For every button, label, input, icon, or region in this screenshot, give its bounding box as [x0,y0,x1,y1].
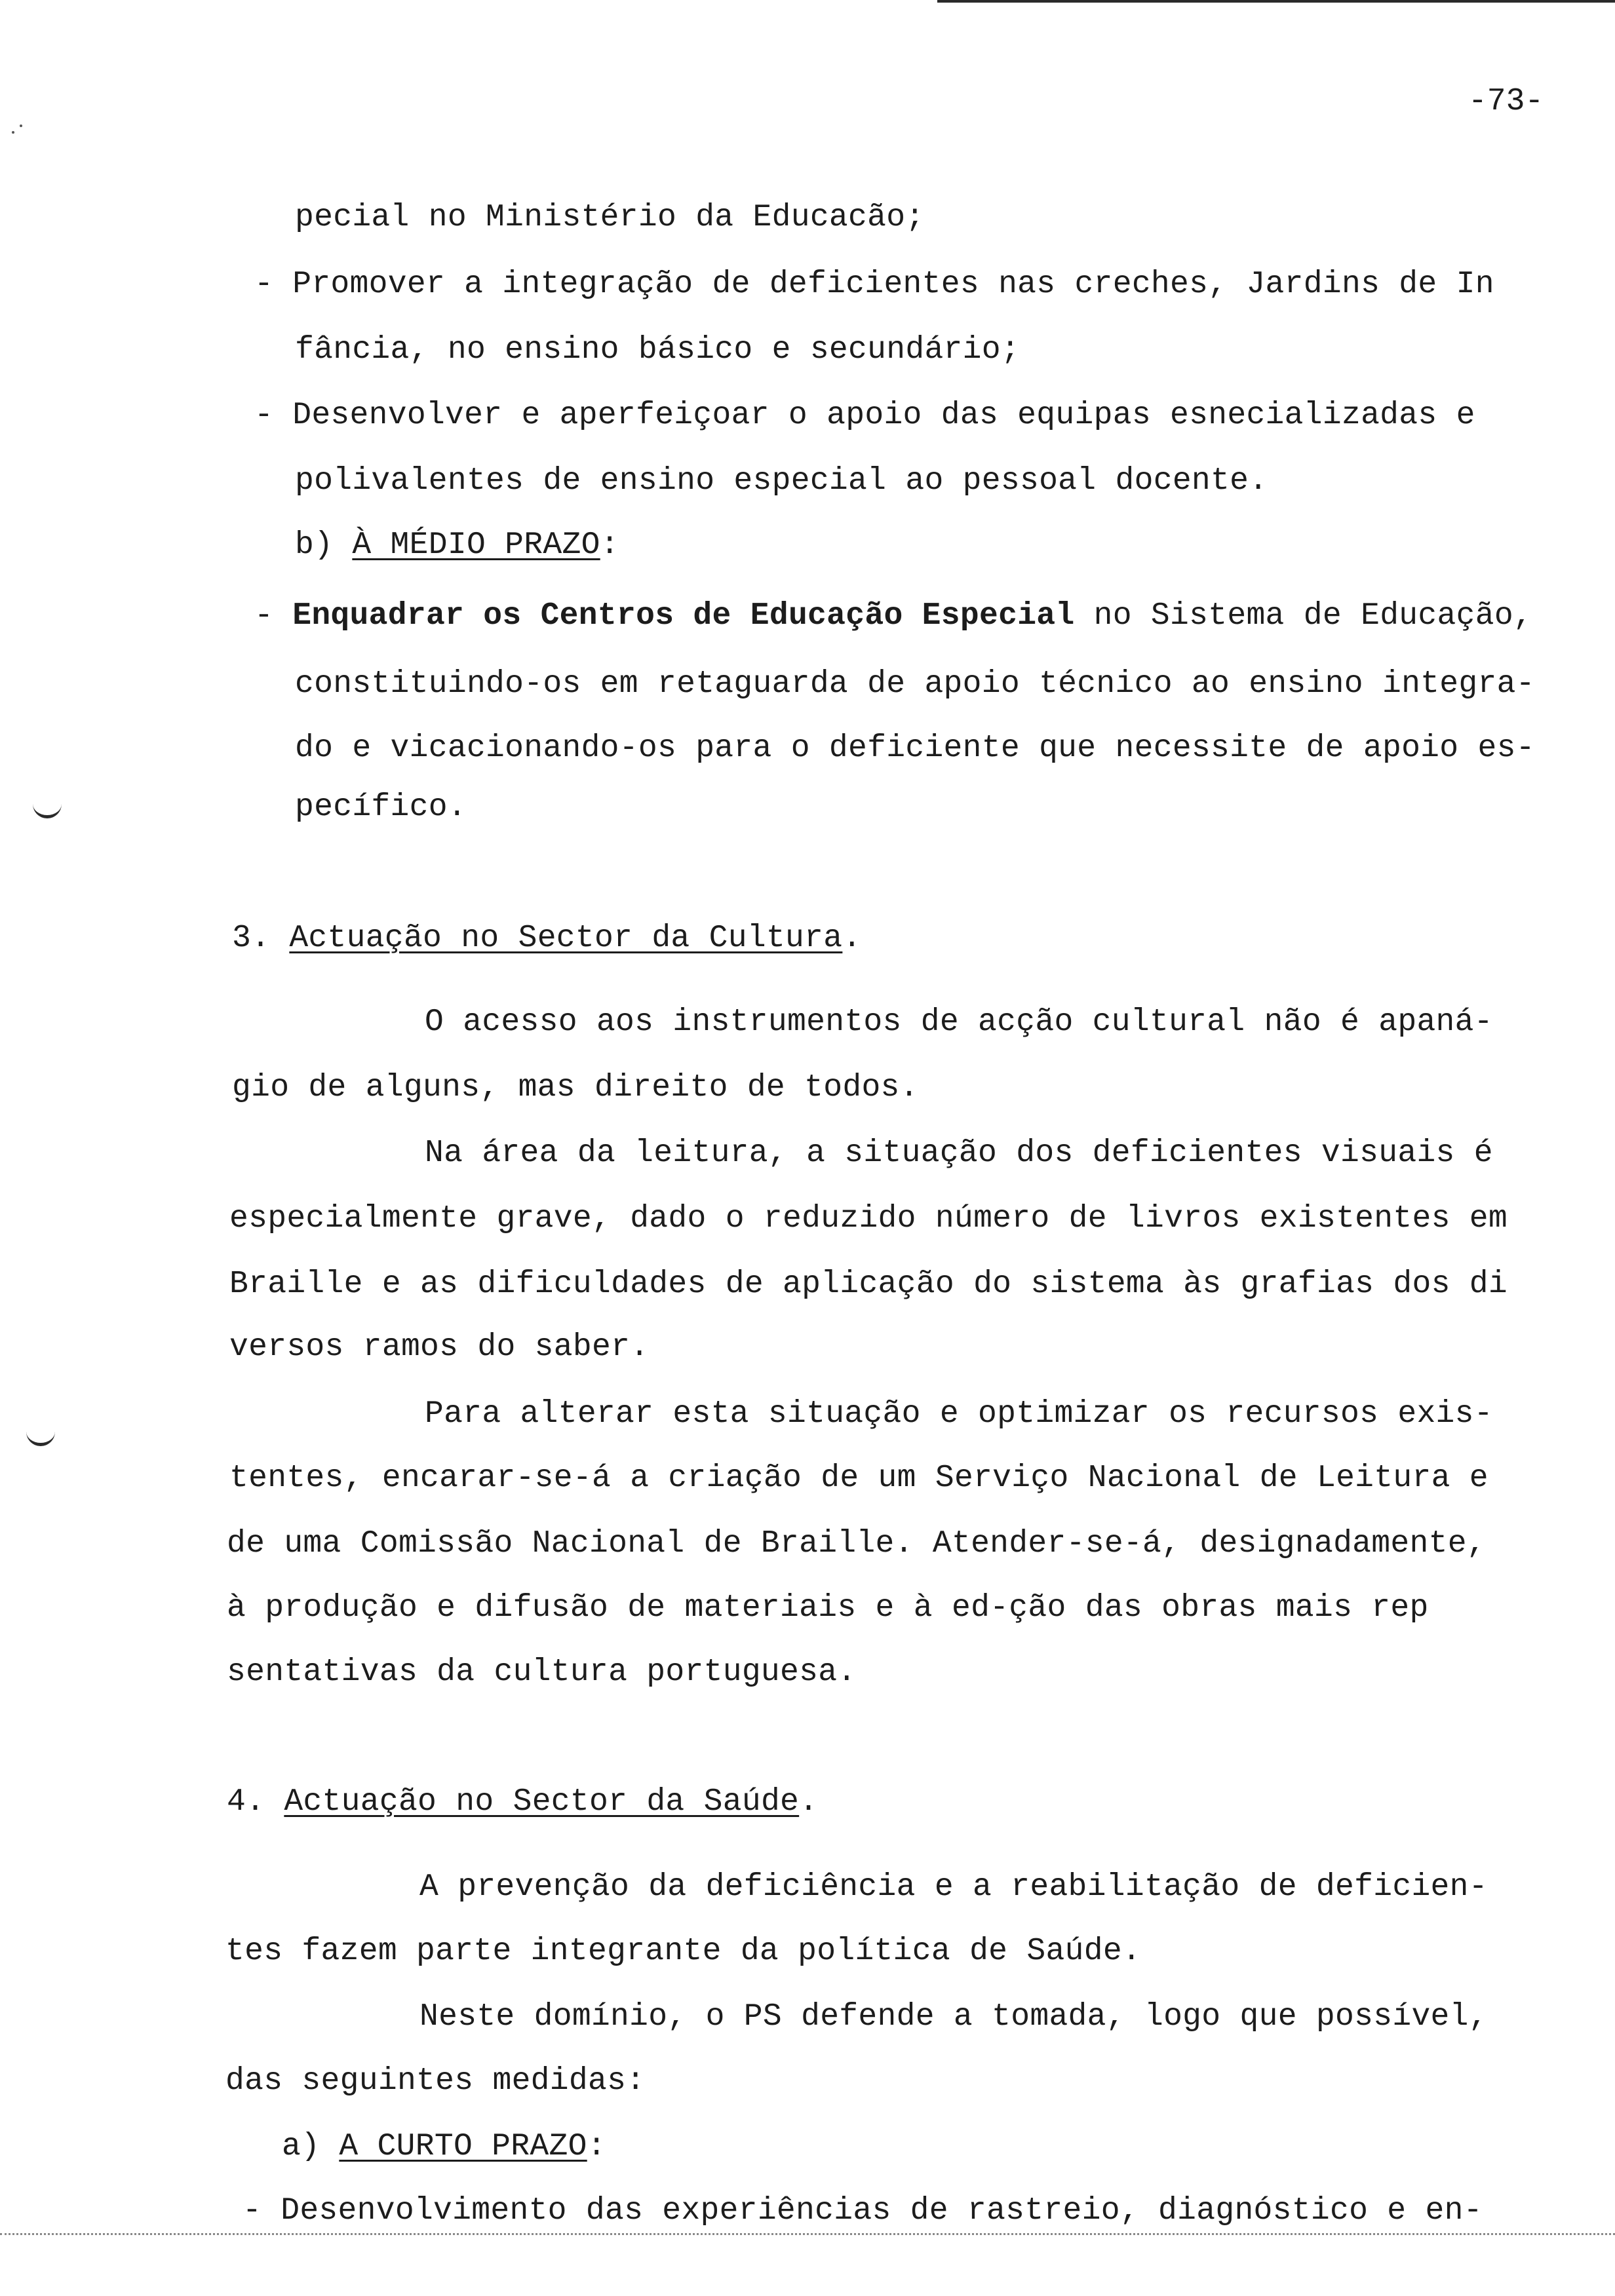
text-line: polivalentes de ensino especial ao pessoal docente. [295,463,1268,499]
text-line: - Promover a integração de deficientes nas creches, Jardins de In [254,267,1494,302]
text-line [254,596,1532,636]
list-marker: b) [295,527,353,563]
section-heading-saude [227,1782,818,1822]
page-number: -73- [1468,84,1544,119]
bold-text: Enquadrar os Centros de Educação Especial [292,598,1075,634]
text-line: sentativas da cultura portuguesa. [227,1655,857,1690]
section-number: 4. [227,1784,284,1820]
text-line: tentes, encarar-se-á a criação de um Serviço Nacional de Leitura e [229,1461,1489,1496]
text-line: Para alterar esta situação e optimizar os recursos exis- [425,1396,1493,1432]
text-line: versos ramos do saber. [229,1330,650,1365]
text-line: A prevenção da deficiência e a reabilitação de deficien- [419,1869,1488,1905]
text-line: - Desenvolvimento das experiências de rastreio, diagnóstico e en- [243,2193,1483,2229]
section-period: . [799,1784,819,1820]
subheading-curto-prazo [282,2127,606,2166]
section-number: 3. [232,921,290,956]
text-line: do e vicacionando-os para o deficiente que necessite de apoio es- [295,731,1535,766]
margin-punch-mark [26,1427,55,1446]
text-line: fância, no ensino básico e secundário; [295,332,1020,368]
subheading-medio-prazo [295,526,619,565]
section-period: . [842,921,862,956]
text-line: de uma Comissão Nacional de Braille. Atender-se-á, designadamente, [227,1526,1486,1561]
text-run: no Sistema de Educação, [1074,598,1533,634]
subheading-colon: : [600,527,619,563]
text-line: das seguintes medidas: [225,2063,646,2099]
subheading-text: A CURTO PRAZO [339,2129,587,2164]
section-title: Actuação no Sector da Saúde [284,1784,800,1820]
list-marker: a) [282,2129,340,2164]
paper-speck [20,124,22,127]
text-line: Braille e as dificuldades de aplicação do sistema às grafias dos di [229,1267,1508,1302]
text-line: pecífico. [295,790,467,825]
text-line: constituindo-os em retaguarda de apoio técnico ao ensino integra- [295,666,1535,702]
section-title: Actuação no Sector da Cultura [289,921,843,956]
section-heading-cultura [232,919,861,958]
text-line: à produção e difusão de materiais e à ed-ção das obras mais rep [227,1590,1429,1626]
top-border-rule [937,0,1615,3]
paper-speck [12,131,14,134]
text-line: Na área da leitura, a situação dos deficientes visuais é [425,1136,1493,1171]
margin-punch-mark [33,799,62,818]
text-line: Neste domínio, o PS defende a tomada, logo que possível, [419,1999,1488,2035]
text-line: - Desenvolver e aperfeiçoar o apoio das equipas esnecializadas e [254,398,1475,433]
text-line: pecial no Ministério da Educacão; [295,200,925,235]
bottom-edge-dotted-rule [0,2233,1615,2235]
bullet-dash: - [254,598,293,634]
text-line: O acesso aos instrumentos de acção cultural não é apaná- [425,1004,1493,1040]
subheading-text: À MÉDIO PRAZO [352,527,600,563]
subheading-colon: : [587,2129,606,2164]
text-line: tes fazem parte integrante da política de Saúde. [225,1934,1142,1969]
text-line: gio de alguns, mas direito de todos. [232,1070,919,1105]
text-line: especialmente grave, dado o reduzido número de livros existentes em [229,1201,1508,1236]
